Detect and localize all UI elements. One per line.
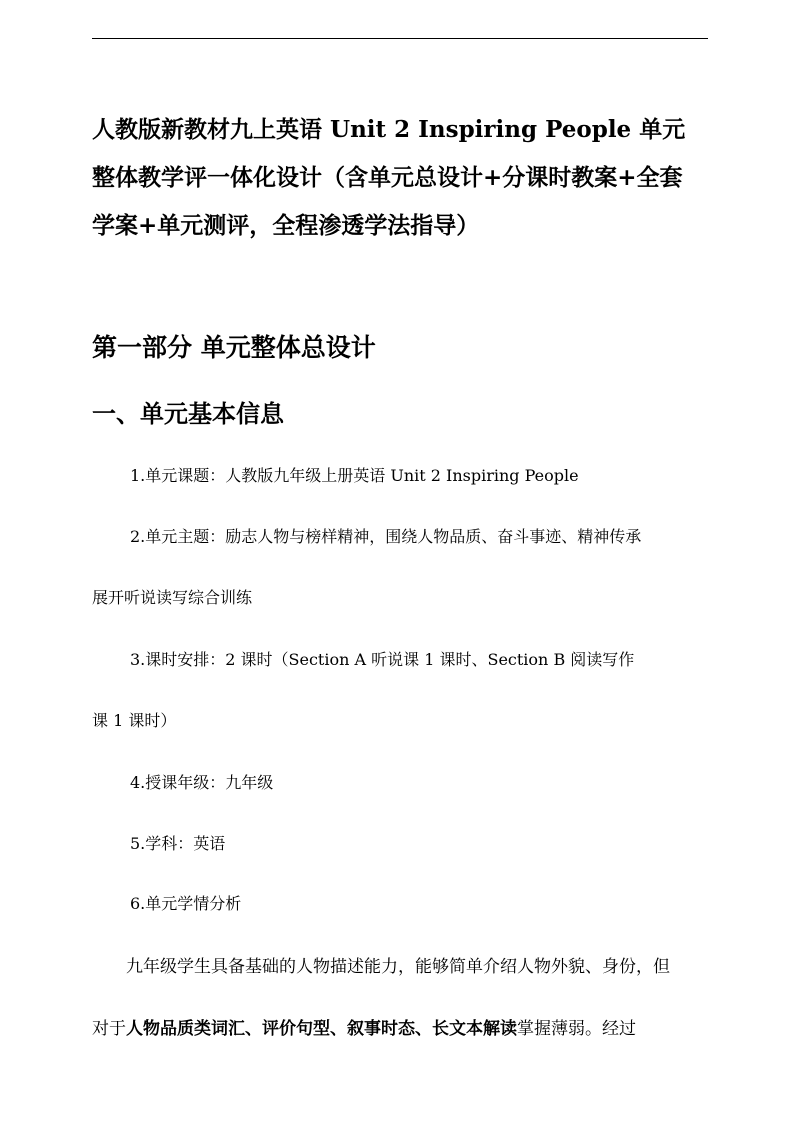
item-unit-theme [92,506,712,628]
item-class-schedule-line-2: 课 1 课时） [92,711,177,730]
item-learner-analysis-text: 6.单元学情分析 [130,894,242,913]
item-grade-text: 4.授课年级：九年级 [130,773,274,792]
title-line-3: 学案+单元测评，全程渗透学法指导） [92,212,480,239]
title-line-1: 人教版新教材九上英语 Unit 2 Inspiring People 单元 [92,116,686,143]
analysis-emphasis: 人物品质类词汇、评价句型、叙事时态、长文本解读 [126,1019,517,1039]
analysis-suffix: 掌握薄弱。经过 [517,1019,636,1039]
part-heading: 第一部分 单元整体总设计 [92,333,376,362]
item-unit-theme-line-2: 展开听说读写综合训练 [92,588,253,607]
item-unit-topic [92,445,712,506]
analysis-prefix: 对于 [92,1019,126,1039]
item-class-schedule [92,629,712,751]
document-title [92,106,712,250]
analysis-line-2 [92,998,712,1060]
analysis-paragraph [92,936,712,1060]
title-line-2: 整体教学评一体化设计（含单元总设计+分课时教案+全套 [92,164,683,191]
analysis-line-1: 九年级学生具备基础的人物描述能力，能够简单介绍人物外貌、身份，但 [126,957,670,977]
item-subject-text: 5.学科：英语 [130,834,226,853]
item-class-schedule-line-1: 3.课时安排：2 课时（Section A 听说课 1 课时、Section B 阅读写作 [130,650,635,669]
header-rule [92,38,708,39]
section-heading: 一、单元基本信息 [92,399,284,428]
item-grade [92,752,712,813]
item-unit-theme-line-1: 2.单元主题：励志人物与榜样精神，围绕人物品质、奋斗事迹、精神传承 [130,527,642,546]
item-learner-analysis [92,873,712,934]
item-subject [92,813,712,874]
item-unit-topic-text: 1.单元课题：人教版九年级上册英语 Unit 2 Inspiring People [130,466,579,485]
